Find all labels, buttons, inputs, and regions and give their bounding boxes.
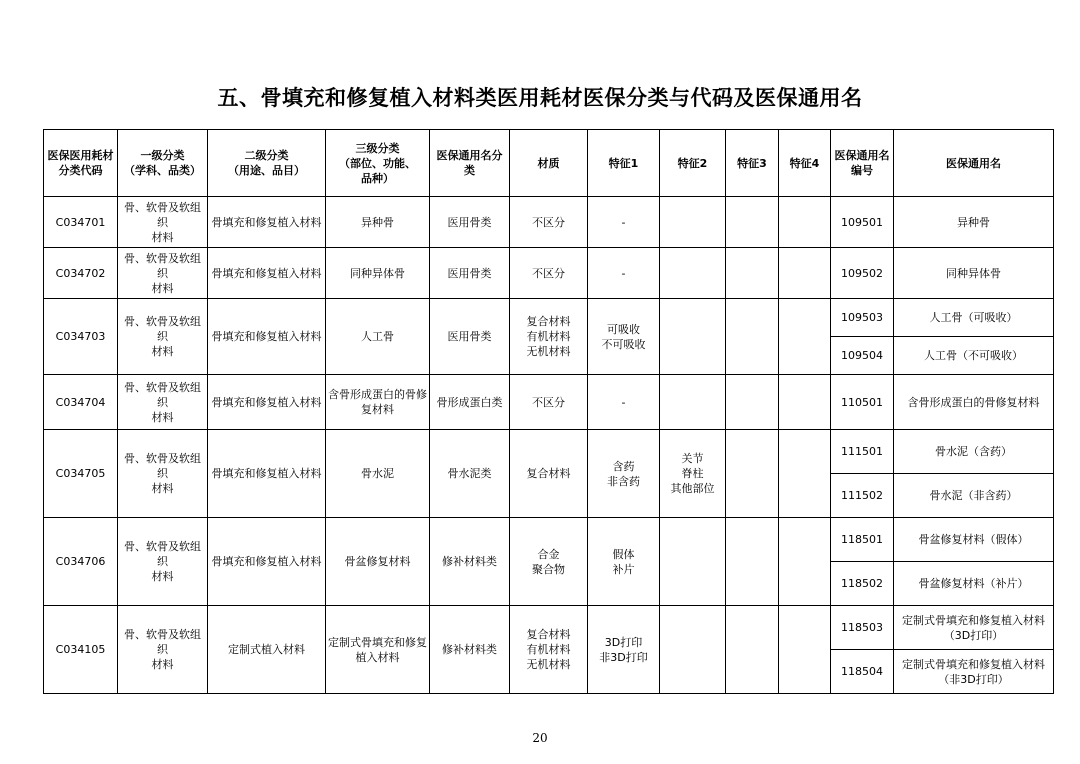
feature1-cell: - — [588, 197, 660, 248]
level1-cell: 骨、软骨及软组织 材料 — [118, 197, 208, 248]
item-name-cell: 骨盆修复材料（假体） — [894, 518, 1054, 562]
feature4-cell — [779, 430, 831, 518]
category-cell: 修补材料类 — [430, 606, 510, 694]
item-number-cell: 109502 — [831, 248, 894, 299]
level1-cell: 骨、软骨及软组织 材料 — [118, 430, 208, 518]
feature3-cell — [726, 197, 779, 248]
level2-cell: 定制式植入材料 — [208, 606, 326, 694]
item-name-cell: 定制式骨填充和修复植入材料 （非3D打印） — [894, 650, 1054, 694]
feature2-cell: 关节 脊柱 其他部位 — [660, 430, 726, 518]
feature4-cell — [779, 197, 831, 248]
feature2-cell — [660, 606, 726, 694]
feature1-cell: 假体 补片 — [588, 518, 660, 606]
item-number-cell: 118501 — [831, 518, 894, 562]
classification-table — [43, 129, 1054, 694]
item-name-cell: 含骨形成蛋白的骨修复材料 — [894, 375, 1054, 430]
header-row — [44, 130, 1054, 197]
table-row — [44, 518, 1054, 562]
item-name-cell: 人工骨（可吸收） — [894, 299, 1054, 337]
code-cell: C034702 — [44, 248, 118, 299]
feature1-cell: - — [588, 375, 660, 430]
level2-cell: 骨填充和修复植入材料 — [208, 248, 326, 299]
item-name-cell: 人工骨（不可吸收） — [894, 337, 1054, 375]
feature1-cell: 含药 非含药 — [588, 430, 660, 518]
level3-cell: 骨盆修复材料 — [326, 518, 430, 606]
feature4-cell — [779, 299, 831, 375]
feature3-cell — [726, 430, 779, 518]
feature2-cell — [660, 197, 726, 248]
level2-cell: 骨填充和修复植入材料 — [208, 518, 326, 606]
feature2-cell — [660, 299, 726, 375]
level1-cell: 骨、软骨及软组织 材料 — [118, 518, 208, 606]
header-cell: 二级分类 （用途、品目） — [208, 130, 326, 197]
category-cell: 骨形成蛋白类 — [430, 375, 510, 430]
header-cell: 特征3 — [726, 130, 779, 197]
header-cell: 医保医用耗材 分类代码 — [44, 130, 118, 197]
feature1-cell: - — [588, 248, 660, 299]
table-row — [44, 248, 1054, 299]
item-number-cell: 111501 — [831, 430, 894, 474]
level2-cell: 骨填充和修复植入材料 — [208, 197, 326, 248]
header-cell: 特征2 — [660, 130, 726, 197]
material-cell: 不区分 — [510, 248, 588, 299]
code-cell: C034705 — [44, 430, 118, 518]
category-cell: 修补材料类 — [430, 518, 510, 606]
table-row — [44, 299, 1054, 337]
level3-cell: 同种异体骨 — [326, 248, 430, 299]
header-cell: 医保通用名 编号 — [831, 130, 894, 197]
table-row — [44, 430, 1054, 474]
material-cell: 复合材料 — [510, 430, 588, 518]
item-number-cell: 118503 — [831, 606, 894, 650]
item-name-cell: 定制式骨填充和修复植入材料 （3D打印） — [894, 606, 1054, 650]
feature2-cell — [660, 518, 726, 606]
level3-cell: 异种骨 — [326, 197, 430, 248]
level3-cell: 人工骨 — [326, 299, 430, 375]
item-number-cell: 111502 — [831, 474, 894, 518]
level1-cell: 骨、软骨及软组织 材料 — [118, 248, 208, 299]
header-cell: 特征4 — [779, 130, 831, 197]
material-cell: 合金 聚合物 — [510, 518, 588, 606]
feature2-cell — [660, 248, 726, 299]
feature2-cell — [660, 375, 726, 430]
material-cell: 复合材料 有机材料 无机材料 — [510, 299, 588, 375]
level1-cell: 骨、软骨及软组织 材料 — [118, 299, 208, 375]
table-row — [44, 197, 1054, 248]
item-number-cell: 109501 — [831, 197, 894, 248]
feature3-cell — [726, 375, 779, 430]
feature4-cell — [779, 375, 831, 430]
page-title: 五、骨填充和修复植入材料类医用耗材医保分类与代码及医保通用名 — [217, 85, 863, 110]
level2-cell: 骨填充和修复植入材料 — [208, 375, 326, 430]
category-cell: 骨水泥类 — [430, 430, 510, 518]
level3-cell: 含骨形成蛋白的骨修 复材料 — [326, 375, 430, 430]
feature1-cell: 可吸收 不可吸收 — [588, 299, 660, 375]
item-number-cell: 109504 — [831, 337, 894, 375]
category-cell: 医用骨类 — [430, 248, 510, 299]
feature4-cell — [779, 248, 831, 299]
material-cell: 不区分 — [510, 197, 588, 248]
header-cell: 三级分类 （部位、功能、 品种） — [326, 130, 430, 197]
level2-cell: 骨填充和修复植入材料 — [208, 299, 326, 375]
header-cell: 一级分类 （学科、品类） — [118, 130, 208, 197]
category-cell: 医用骨类 — [430, 299, 510, 375]
item-number-cell: 118502 — [831, 562, 894, 606]
code-cell: C034703 — [44, 299, 118, 375]
code-cell: C034105 — [44, 606, 118, 694]
item-number-cell: 109503 — [831, 299, 894, 337]
category-cell: 医用骨类 — [430, 197, 510, 248]
item-name-cell: 骨水泥（非含药） — [894, 474, 1054, 518]
feature4-cell — [779, 518, 831, 606]
table-row — [44, 606, 1054, 650]
header-cell: 医保通用名 — [894, 130, 1054, 197]
code-cell: C034704 — [44, 375, 118, 430]
feature3-cell — [726, 248, 779, 299]
level2-cell: 骨填充和修复植入材料 — [208, 430, 326, 518]
item-name-cell: 骨水泥（含药） — [894, 430, 1054, 474]
feature3-cell — [726, 518, 779, 606]
level1-cell: 骨、软骨及软组织 材料 — [118, 375, 208, 430]
item-name-cell: 同种异体骨 — [894, 248, 1054, 299]
code-cell: C034701 — [44, 197, 118, 248]
material-cell: 不区分 — [510, 375, 588, 430]
item-name-cell: 异种骨 — [894, 197, 1054, 248]
material-cell: 复合材料 有机材料 无机材料 — [510, 606, 588, 694]
header-cell: 材质 — [510, 130, 588, 197]
feature1-cell: 3D打印 非3D打印 — [588, 606, 660, 694]
item-number-cell: 118504 — [831, 650, 894, 694]
level3-cell: 骨水泥 — [326, 430, 430, 518]
level3-cell: 定制式骨填充和修复 植入材料 — [326, 606, 430, 694]
code-cell: C034706 — [44, 518, 118, 606]
table-row — [44, 375, 1054, 430]
level1-cell: 骨、软骨及软组织 材料 — [118, 606, 208, 694]
header-cell: 医保通用名分类 — [430, 130, 510, 197]
feature3-cell — [726, 606, 779, 694]
header-cell: 特征1 — [588, 130, 660, 197]
feature4-cell — [779, 606, 831, 694]
item-number-cell: 110501 — [831, 375, 894, 430]
feature3-cell — [726, 299, 779, 375]
page-number: 20 — [532, 731, 548, 745]
item-name-cell: 骨盆修复材料（补片） — [894, 562, 1054, 606]
